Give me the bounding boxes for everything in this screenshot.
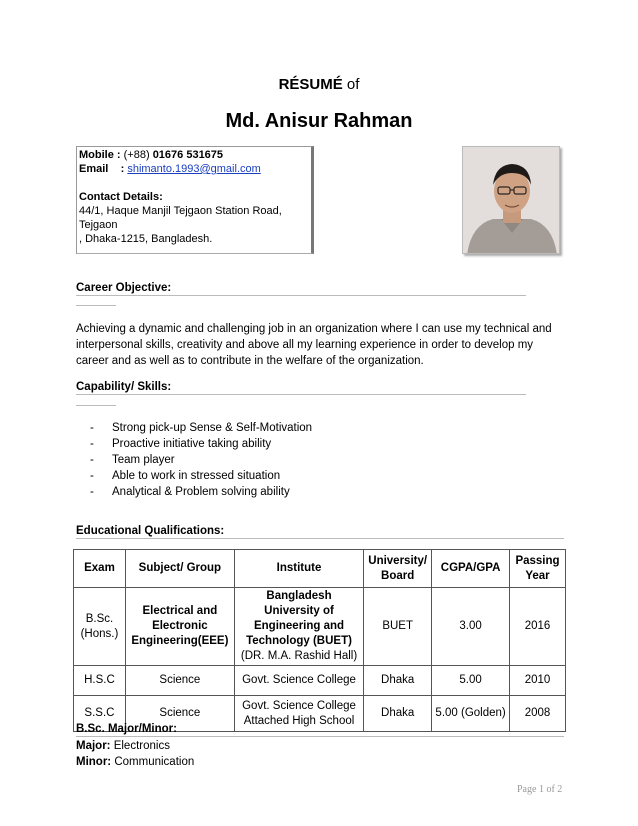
exam-cell: B.Sc. (Hons.): [74, 588, 126, 666]
bullet-dash: -: [90, 422, 94, 434]
year-cell: 2010: [510, 666, 566, 696]
contact-details-label: Contact Details:: [79, 191, 163, 203]
exam-cell: H.S.C: [74, 666, 126, 696]
address-line-2: , Dhaka-1215, Bangladesh.: [79, 233, 213, 245]
gpa-cell: 5.00: [432, 666, 510, 696]
major-label: Major:: [76, 740, 111, 752]
year-cell: 2008: [510, 696, 566, 732]
board-cell: BUET: [364, 588, 432, 666]
institute-cell: [234, 588, 363, 666]
bullet-dash: -: [90, 454, 94, 466]
portrait-image: [463, 147, 560, 254]
minor-label: Minor:: [76, 756, 112, 768]
bullet-dash: -: [90, 470, 94, 482]
email-sep: :: [120, 163, 125, 175]
subject-cell: Electrical and Electronic Engineering(EEE): [125, 588, 234, 666]
bullet-dash: -: [90, 438, 94, 450]
table-header-row: [74, 550, 566, 588]
column-header: University/ Board: [364, 550, 432, 588]
major-value: Electronics: [113, 740, 170, 752]
education-table: [73, 549, 566, 732]
education-heading: Educational Qualifications:: [76, 525, 564, 539]
list-item: [90, 452, 312, 468]
major-minor-heading: B.Sc. Major/Minor:: [76, 723, 564, 737]
mobile-code: (+88): [123, 149, 150, 161]
divider: [76, 305, 116, 306]
institute-name: Bangladesh University of Engineering and Technology (BUET): [246, 590, 352, 647]
page-number: Page 1 of 2: [517, 784, 563, 795]
spacer: [79, 176, 309, 190]
mobile-label: Mobile :: [79, 149, 121, 161]
list-item: [90, 420, 312, 436]
skills-list: [90, 420, 312, 500]
resume-title: [0, 76, 638, 93]
list-item: [90, 468, 312, 484]
column-header: Passing Year: [510, 550, 566, 588]
board-cell: Dhaka: [364, 666, 432, 696]
year-cell: 2016: [510, 588, 566, 666]
skill-text: Able to work in stressed situation: [112, 470, 281, 482]
mobile-line: [79, 148, 309, 162]
table-row: [74, 666, 566, 696]
career-objective-heading: Career Objective:: [76, 282, 526, 296]
skill-text: Proactive initiative taking ability: [112, 438, 272, 450]
subject-cell: Science: [125, 696, 234, 732]
table-row: [74, 588, 566, 666]
career-objective-text: Achieving a dynamic and challenging job in an organization where I can use my technical and interpersonal skills, creativity and above all my learning experience in order to develop my career and as well as to contribute in the welfare of the organization.: [76, 323, 552, 367]
skills-heading: Capability/ Skills:: [76, 381, 526, 395]
minor-line: [76, 755, 194, 770]
candidate-name: Md. Anisur Rahman: [225, 110, 413, 132]
email-line: [79, 162, 309, 176]
bullet-dash: -: [90, 486, 94, 498]
institute-cell: Govt. Science College Attached High School: [234, 696, 363, 732]
column-header: Exam: [74, 550, 126, 588]
board-cell: Dhaka: [364, 696, 432, 732]
gpa-cell: 3.00: [432, 588, 510, 666]
institute-cell: Govt. Science College: [234, 666, 363, 696]
institute-hall: (DR. M.A. Rashid Hall): [240, 650, 358, 662]
email-label: Email: [79, 163, 109, 175]
address-line-1: 44/1, Haque Manjil Tejgaon Station Road, Tejgaon: [79, 205, 282, 231]
skill-text: Strong pick-up Sense & Self-Motivation: [112, 422, 313, 434]
column-header: Subject/ Group: [125, 550, 234, 588]
of-label: of: [346, 76, 360, 93]
gpa-cell: 5.00 (Golden): [432, 696, 510, 732]
column-header: CGPA/GPA: [432, 550, 510, 588]
list-item: [90, 436, 312, 452]
mobile-number: 01676 531675: [152, 149, 224, 161]
subject-cell: Science: [125, 666, 234, 696]
profile-photo: [462, 146, 560, 254]
exam-cell: S.S.C: [74, 696, 126, 732]
minor-value: Communication: [114, 756, 195, 768]
major-line: [76, 739, 170, 754]
contact-box: [76, 146, 314, 254]
skill-text: Team player: [112, 454, 175, 466]
list-item: [90, 484, 312, 500]
resume-label: RÉSUMÉ: [278, 76, 343, 93]
skill-text: Analytical & Problem solving ability: [112, 486, 290, 498]
email-link[interactable]: shimanto.1993@gmail.com: [127, 163, 261, 175]
divider: [76, 405, 116, 406]
column-header: Institute: [234, 550, 363, 588]
